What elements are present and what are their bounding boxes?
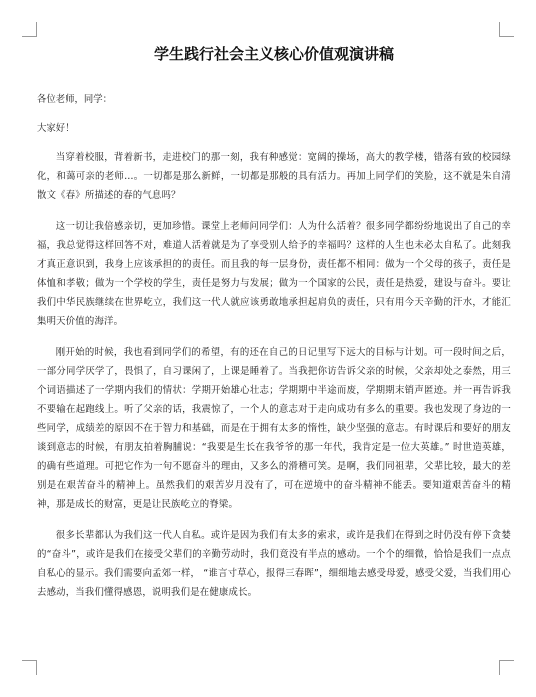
body-paragraph: 很多长辈都认为我们这一代人自私。或许是因为我们有太多的索求，或许是我们在得到之时仍没有停下贪婪的“奋斗”，或许是我们在接受父辈们的辛勤劳动时，我们竟没有半点的感动。一个个的细微，恰恰是我们一点点自私心的显示。我们需要向孟郊一样， “谁言寸草心，报得三春晖”，细细地去感受母爱，感受父爱，当我们用心去感动，当我们懂得感恩，说明我们是在健康成长。 <box>37 530 511 598</box>
body-paragraph: 刚开始的时候，我也看到同学们的希望，有的还在自己的日记里写下远大的目标与计划。可一段时间之后，一部分同学厌学了，畏惧了，自习课闲了，上课是睡着了。当我把你访告诉父亲的时候，父亲却处之泰然，用三个词语描述了一学期内我们的情状：学期开始雄心壮志；学期期中半途而废，学期期末销声匿迹。并一再告诉我不要输在起跑线上。听了父亲的话，我震惊了，一个人的意志对于走向成功有多么的重要。我也发现了身边的一些同学，成绩差的原因不在于智力和基础，而是在于拥有太多的惰性，缺少坚强的意志。有时课后和要好的朋友谈到意志的时候，有朋友拍着胸脯说：“我要是生长在我爷爷的那一年代，我肯定是一位大英雄。” 时世造英雄，的确有些道理。可把它作为一句不愿奋斗的理由，又多么的滑稽可笑。是啊，我们同祖辈，父辈比较，最大的差别是在艰苦奋斗的精神上。虽然我们的艰苦岁月没有了，可在逆境中的奋斗精神不能丢。要知道艰苦奋斗的精神，那是成长的财富，更是让民族屹立的脊梁。 <box>37 347 511 510</box>
body-paragraph: 当穿着校服，背着新书，走进校门的那一刻，我有种感觉：宽阔的操场，高大的教学楼，错落有致的校园绿化，和蔼可亲的老师…。一切都是那么新鲜，一切都是那般的具有活力。再加上同学们的笑脸，这不就是朱自清散文《春》所描述的春的气息吗？ <box>37 152 511 201</box>
page-corner-mark <box>499 660 514 675</box>
document-page <box>37 40 511 614</box>
body-paragraph: 这一切让我倍感亲切，更加珍惜。课堂上老师问同学们：人为什么活着？很多同学都纷纷地说出了自己的幸福，我总觉得这样回答不对，难道人活着就是为了享受别人给予的幸福吗？这样的人生也未必太自私了。此刻我才真正意识到，我身上应该承担的的责任。而且我的每一层身份，责任都不相同：做为一个父母的孩子，责任是体恤和孝敬；做为一个学校的学生，责任是努力与发展；做为一个国家的公民，责任是热爱，建设与奋斗。要让我们中华民族继续在世界屹立，我们这一代人就应该勇敢地承担起肩负的责任，只有用今天辛勤的汗水，才能汇集明天价值的海洋。 <box>37 221 511 327</box>
page-corner-mark <box>22 22 37 37</box>
page-corner-mark <box>22 660 37 675</box>
greeting-line: 大家好！ <box>37 123 75 134</box>
document-title: 学生践行社会主义核心价值观演讲稿 <box>153 45 394 63</box>
greeting-line: 各位老师，同学： <box>37 94 113 105</box>
page-corner-mark <box>499 22 514 37</box>
